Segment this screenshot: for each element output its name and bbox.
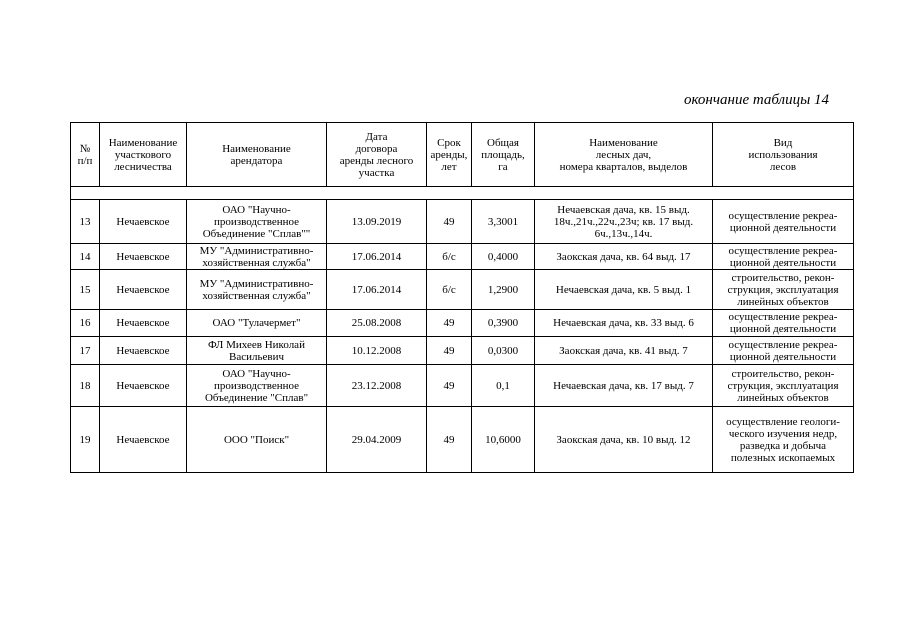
cell-usage: строительство, рекон- струкция, эксплуатация линейных объектов [713,270,854,310]
cell-num: 17 [71,337,100,365]
table-row [71,337,854,365]
cell-term: 49 [427,337,472,365]
table-row [71,244,854,270]
cell-term: 49 [427,310,472,337]
cell-date: 25.08.2008 [327,310,427,337]
spacer-row [71,187,854,200]
cell-forestry: Нечаевское [100,244,187,270]
cell-num: 13 [71,200,100,244]
cell-area: 3,3001 [472,200,535,244]
cell-tenant: ОАО "Научно- производственное Объединение "Сплав"" [187,200,327,244]
cell-tenant: ОАО "Научно- производственное Объединение "Сплав" [187,365,327,407]
table-row [71,270,854,310]
header-row [71,123,854,187]
cell-area: 10,6000 [472,407,535,473]
cell-forestry: Нечаевское [100,200,187,244]
cell-area: 0,4000 [472,244,535,270]
table-row [71,407,854,473]
header-usage: Вид использования лесов [713,123,854,187]
cell-area: 0,0300 [472,337,535,365]
cell-tenant: ОАО "Тулачермет" [187,310,327,337]
cell-date: 29.04.2009 [327,407,427,473]
cell-forestry: Нечаевское [100,310,187,337]
cell-term: 49 [427,200,472,244]
cell-location: Заокская дача, кв. 41 выд. 7 [535,337,713,365]
cell-area: 1,2900 [472,270,535,310]
cell-location: Заокская дача, кв. 64 выд. 17 [535,244,713,270]
cell-num: 15 [71,270,100,310]
cell-num: 19 [71,407,100,473]
cell-tenant: МУ "Административно- хозяйственная служба" [187,270,327,310]
cell-forestry: Нечаевское [100,407,187,473]
cell-term: б/с [427,244,472,270]
table-row [71,200,854,244]
table-row [71,310,854,337]
cell-location: Нечаевская дача, кв. 15 выд. 18ч.,21ч.,22ч.,23ч; кв. 17 выд. 6ч.,13ч.,14ч. [535,200,713,244]
cell-num: 14 [71,244,100,270]
cell-forestry: Нечаевское [100,270,187,310]
cell-usage: осуществление рекреа- ционной деятельности [713,200,854,244]
cell-usage: осуществление рекреа- ционной деятельности [713,337,854,365]
cell-usage: осуществление рекреа- ционной деятельности [713,310,854,337]
cell-forestry: Нечаевское [100,337,187,365]
cell-num: 16 [71,310,100,337]
cell-location: Заокская дача, кв. 10 выд. 12 [535,407,713,473]
cell-date: 17.06.2014 [327,244,427,270]
cell-date: 13.09.2019 [327,200,427,244]
cell-tenant: ООО "Поиск" [187,407,327,473]
cell-date: 10.12.2008 [327,337,427,365]
header-forestry: Наименование участкового лесничества [100,123,187,187]
cell-term: 49 [427,365,472,407]
cell-forestry: Нечаевское [100,365,187,407]
cell-tenant: ФЛ Михеев Николай Васильевич [187,337,327,365]
cell-tenant: МУ "Административно- хозяйственная служба" [187,244,327,270]
cell-location: Нечаевская дача, кв. 5 выд. 1 [535,270,713,310]
cell-term: б/с [427,270,472,310]
cell-area: 0,3900 [472,310,535,337]
cell-usage: строительство, рекон- струкция, эксплуатация линейных объектов [713,365,854,407]
cell-usage: осуществление рекреа- ционной деятельности [713,244,854,270]
lease-table [70,122,854,473]
cell-num: 18 [71,365,100,407]
cell-usage: осуществление геологи- ческого изучения недр, разведка и добыча полезных ископаемых [713,407,854,473]
cell-area: 0,1 [472,365,535,407]
cell-date: 17.06.2014 [327,270,427,310]
spacer-cell [71,187,854,200]
cell-term: 49 [427,407,472,473]
table-caption: окончание таблицы 14 [683,92,829,108]
cell-location: Нечаевская дача, кв. 33 выд. 6 [535,310,713,337]
header-tenant: Наименование арендатора [187,123,327,187]
table-row [71,365,854,407]
cell-date: 23.12.2008 [327,365,427,407]
header-num: № п/п [71,123,100,187]
header-date: Дата договора аренды лесного участка [327,123,427,187]
header-location: Наименование лесных дач, номера кварталов, выделов [535,123,713,187]
cell-location: Нечаевская дача, кв. 17 выд. 7 [535,365,713,407]
header-area: Общая площадь, га [472,123,535,187]
header-term: Срок аренды, лет [427,123,472,187]
